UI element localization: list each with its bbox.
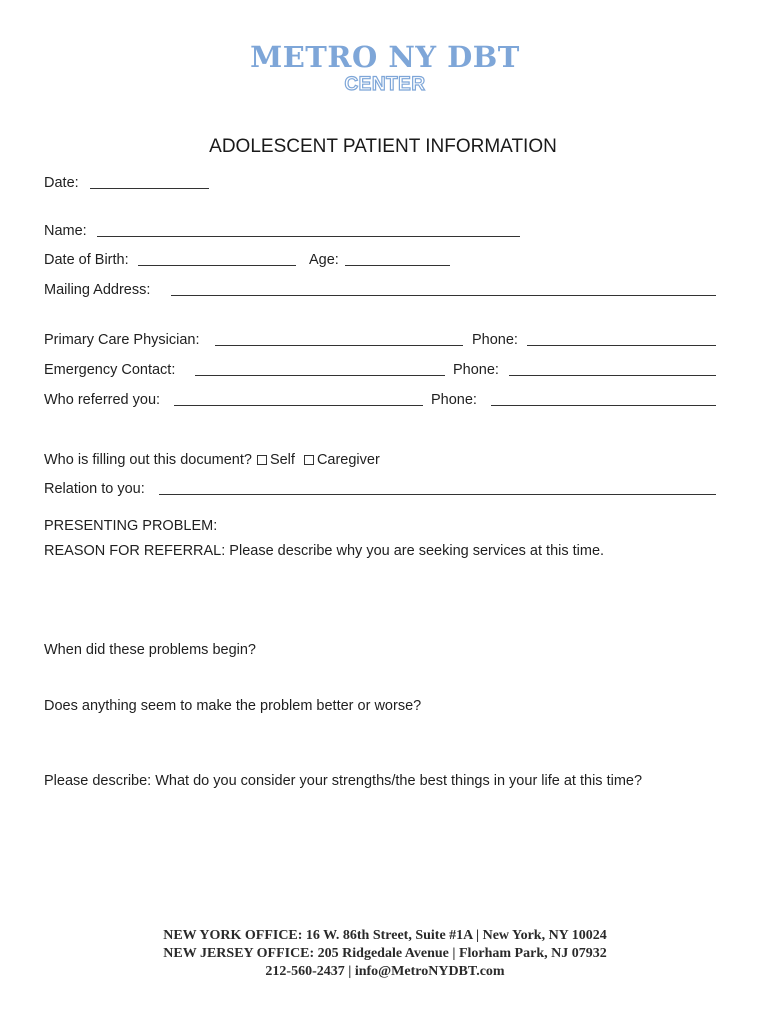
logo-subtitle: CENTER (344, 74, 426, 95)
referred-by-field-line[interactable] (174, 405, 423, 406)
problems-begin-question: When did these problems begin? (44, 642, 256, 658)
date-label: Date: (44, 175, 79, 191)
emergency-phone-label: Phone: (453, 362, 499, 378)
mailing-address-label: Mailing Address: (44, 282, 151, 298)
pcp-field-line[interactable] (215, 345, 463, 346)
footer-ny-office: NEW YORK OFFICE: 16 W. 86th Street, Suite #1A | New York, NY 10024 (163, 928, 607, 943)
emergency-contact-field-line[interactable] (195, 375, 445, 376)
name-field-line[interactable] (97, 236, 520, 237)
relation-field-line[interactable] (159, 494, 716, 495)
emergency-phone-field-line[interactable] (509, 375, 716, 376)
logo-title: METRO NY DBT (250, 40, 520, 74)
referred-by-label: Who referred you: (44, 392, 161, 408)
reason-for-referral-text: REASON FOR REFERRAL: Please describe why you are seeking services at this time. (44, 543, 605, 559)
date-field-line[interactable] (90, 188, 209, 189)
dob-label: Date of Birth: (44, 252, 129, 268)
age-label: Age: (309, 252, 339, 268)
caregiver-checkbox[interactable] (304, 455, 314, 465)
document-title: ADOLESCENT PATIENT INFORMATION (209, 136, 557, 157)
pcp-phone-field-line[interactable] (527, 345, 716, 346)
name-label: Name: (44, 223, 87, 239)
self-checkbox[interactable] (257, 455, 267, 465)
footer-nj-office: NEW JERSEY OFFICE: 205 Ridgedale Avenue | Florham Park, NJ 07932 (163, 946, 607, 961)
mailing-address-field-line[interactable] (171, 295, 716, 296)
filling-question-label: Who is filling out this document? (44, 452, 252, 468)
dob-field-line[interactable] (138, 265, 296, 266)
footer-contact: 212-560-2437 | info@MetroNYDBT.com (265, 964, 505, 979)
better-worse-question: Does anything seem to make the problem better or worse? (44, 698, 422, 714)
self-option-label: Self (269, 452, 295, 468)
pcp-phone-label: Phone: (472, 332, 518, 348)
age-field-line[interactable] (345, 265, 450, 266)
presenting-problem-heading: PRESENTING PROBLEM: (44, 518, 218, 534)
caregiver-option-label: Caregiver (316, 452, 380, 468)
strengths-question: Please describe: What do you consider your strengths/the best things in your life at this time? (44, 773, 643, 789)
filling-question-row (44, 451, 380, 469)
referred-phone-label: Phone: (431, 392, 477, 408)
relation-label: Relation to you: (44, 481, 145, 497)
referred-phone-field-line[interactable] (491, 405, 716, 406)
emergency-contact-label: Emergency Contact: (44, 362, 176, 378)
pcp-label: Primary Care Physician: (44, 332, 200, 348)
